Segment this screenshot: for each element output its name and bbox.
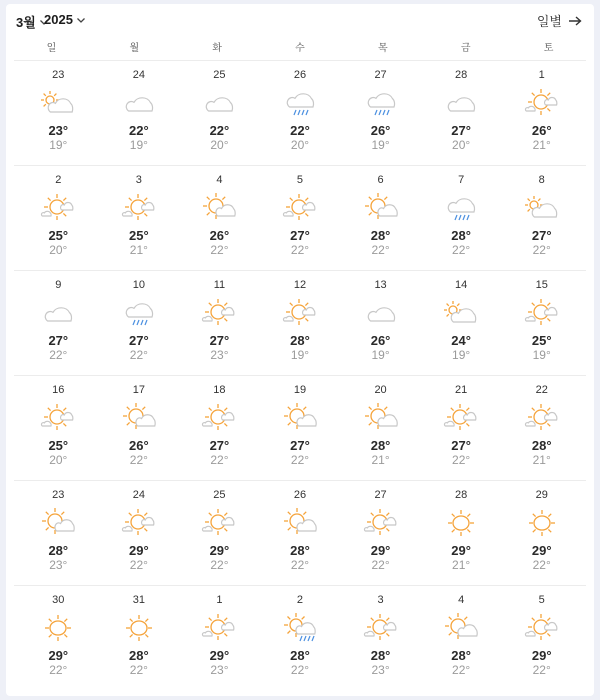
day-cell[interactable] (18, 481, 99, 585)
day-cell[interactable] (501, 376, 582, 480)
day-date: 27 (374, 69, 387, 81)
day-date: 14 (455, 279, 468, 291)
day-cell[interactable] (18, 166, 99, 270)
rain-icon (439, 192, 483, 224)
sun-small-clouds-icon (520, 612, 564, 644)
day-cell[interactable] (340, 376, 421, 480)
day-date: 28 (455, 489, 468, 501)
day-date: 5 (538, 594, 545, 606)
low-temp: 22° (129, 453, 148, 467)
day-cell[interactable] (260, 586, 341, 690)
sun-behind-cloud-icon (520, 192, 564, 224)
high-temp: 22° (209, 123, 230, 138)
day-date: 15 (535, 279, 548, 291)
sun-small-clouds-icon (117, 192, 161, 224)
low-temp: 21° (129, 243, 148, 257)
low-temp: 20° (452, 138, 471, 152)
high-temp: 26° (531, 123, 552, 138)
low-temp: 22° (532, 663, 551, 677)
day-date: 11 (213, 279, 226, 291)
day-cell[interactable] (421, 166, 502, 270)
cloud-icon (36, 297, 80, 329)
low-temp: 22° (290, 243, 310, 257)
weekday-label: 토 (543, 43, 554, 54)
sun-rain-icon (278, 612, 322, 644)
high-temp: 24° (451, 333, 471, 348)
high-temp: 27° (209, 438, 230, 453)
high-temp: 25° (129, 228, 149, 243)
high-temp: 27° (129, 333, 149, 348)
high-temp: 29° (451, 543, 471, 558)
low-temp: 22° (129, 663, 148, 677)
day-cell[interactable] (99, 376, 180, 480)
sun-small-clouds-icon (278, 297, 322, 329)
day-cell[interactable] (501, 166, 582, 270)
day-date: 31 (132, 594, 145, 606)
day-cell[interactable] (179, 166, 260, 270)
sun-behind-cloud-icon (36, 87, 80, 119)
sun-small-clouds-icon (520, 297, 564, 329)
sun-small-clouds-icon (359, 507, 403, 539)
day-cell[interactable] (99, 481, 180, 585)
high-temp: 27° (531, 228, 552, 243)
sun-small-clouds-icon (197, 612, 241, 644)
day-date: 5 (296, 174, 304, 186)
sun-small-clouds-icon (439, 402, 483, 434)
day-cell[interactable] (421, 61, 502, 165)
low-temp: 21° (532, 138, 551, 152)
day-date: 17 (132, 384, 145, 396)
day-cell[interactable] (421, 271, 502, 375)
sun-cloud-icon (439, 612, 483, 644)
high-temp: 29° (531, 648, 552, 663)
day-date: 6 (377, 174, 384, 186)
day-cell[interactable] (421, 586, 502, 690)
low-temp: 20° (290, 138, 310, 152)
low-temp: 20° (210, 138, 229, 152)
low-temp: 20° (49, 453, 68, 467)
low-temp: 21° (371, 453, 390, 467)
weekday-label: 일 (46, 43, 57, 54)
weekday-label: 수 (295, 43, 305, 54)
low-temp: 22° (532, 243, 551, 257)
day-date: 8 (538, 174, 545, 186)
cloud-icon (439, 87, 483, 119)
day-cell[interactable] (18, 61, 99, 165)
low-temp: 21° (452, 558, 471, 572)
day-cell[interactable] (501, 61, 582, 165)
week-row (14, 585, 586, 690)
high-temp: 22° (129, 123, 149, 138)
low-temp: 22° (371, 243, 390, 257)
day-cell[interactable] (260, 376, 341, 480)
day-cell[interactable] (18, 586, 99, 690)
sun-icon (117, 612, 161, 644)
day-date: 24 (132, 69, 145, 81)
low-temp: 23° (371, 663, 390, 677)
day-date: 9 (55, 279, 62, 291)
high-temp: 28° (290, 648, 310, 663)
day-date: 3 (377, 594, 384, 606)
day-date: 3 (135, 174, 142, 186)
low-temp: 19° (371, 138, 390, 152)
high-temp: 25° (48, 438, 69, 453)
day-cell[interactable] (99, 166, 180, 270)
calendar-grid (6, 60, 594, 690)
low-temp: 22° (290, 453, 310, 467)
cloud-icon (117, 87, 161, 119)
day-date: 23 (52, 489, 65, 501)
low-temp: 20° (49, 243, 68, 257)
day-date: 22 (535, 384, 548, 396)
high-temp: 29° (209, 543, 230, 558)
low-temp: 23° (49, 558, 68, 572)
weekday-label: 목 (378, 43, 388, 54)
sun-cloud-icon (117, 402, 161, 434)
week-row (14, 165, 586, 270)
calendar-header (6, 4, 594, 34)
day-date: 10 (132, 279, 145, 291)
sun-cloud-icon (36, 507, 80, 539)
high-temp: 26° (370, 333, 391, 348)
high-temp: 26° (209, 228, 230, 243)
week-row (14, 480, 586, 585)
day-cell[interactable] (340, 271, 421, 375)
cloud-icon (359, 297, 403, 329)
sun-small-clouds-icon (278, 192, 322, 224)
sun-small-clouds-icon (359, 612, 403, 644)
low-temp: 22° (290, 558, 310, 572)
sun-small-clouds-icon (520, 402, 564, 434)
rain-icon (359, 87, 403, 119)
high-temp: 28° (290, 333, 310, 348)
high-temp: 28° (531, 438, 552, 453)
day-cell[interactable] (501, 271, 582, 375)
high-temp: 27° (451, 123, 471, 138)
sun-small-clouds-icon (36, 192, 80, 224)
day-cell[interactable] (260, 481, 341, 585)
day-date: 24 (132, 489, 145, 501)
day-cell[interactable] (99, 586, 180, 690)
high-temp: 29° (209, 648, 230, 663)
day-cell[interactable] (18, 271, 99, 375)
high-temp: 27° (290, 228, 310, 243)
day-date: 1 (538, 69, 545, 81)
arrow-right-icon (568, 16, 582, 26)
high-temp: 28° (451, 228, 471, 243)
low-temp: 22° (210, 243, 229, 257)
low-temp: 23° (210, 663, 229, 677)
daily-view-label: 일별 (536, 14, 562, 29)
day-date: 2 (296, 594, 304, 606)
low-temp: 22° (129, 348, 148, 362)
day-cell[interactable] (340, 481, 421, 585)
high-temp: 28° (370, 438, 391, 453)
day-cell[interactable] (421, 481, 502, 585)
day-cell[interactable] (179, 481, 260, 585)
sun-cloud-icon (278, 507, 322, 539)
low-temp: 21° (532, 453, 551, 467)
low-temp: 22° (210, 453, 229, 467)
year-label: 2025 (44, 12, 73, 27)
low-temp: 19° (290, 348, 310, 362)
low-temp: 19° (532, 348, 551, 362)
sun-cloud-icon (359, 402, 403, 434)
low-temp: 22° (210, 558, 229, 572)
day-cell[interactable] (501, 481, 582, 585)
sun-icon (520, 507, 564, 539)
low-temp: 19° (49, 138, 68, 152)
day-date: 20 (374, 384, 387, 396)
high-temp: 27° (451, 438, 471, 453)
high-temp: 22° (290, 123, 310, 138)
chevron-down-icon (76, 15, 86, 25)
high-temp: 28° (129, 648, 149, 663)
day-cell[interactable] (179, 376, 260, 480)
week-row (14, 270, 586, 375)
day-date: 2 (55, 174, 62, 186)
day-date: 7 (458, 174, 465, 186)
high-temp: 28° (370, 648, 391, 663)
low-temp: 22° (129, 558, 148, 572)
day-cell[interactable] (179, 586, 260, 690)
day-cell[interactable] (421, 376, 502, 480)
monthly-weather-calendar (6, 4, 594, 696)
low-temp: 19° (129, 138, 148, 152)
high-temp: 25° (531, 333, 552, 348)
day-cell[interactable] (260, 166, 341, 270)
day-date: 23 (52, 69, 65, 81)
high-temp: 27° (209, 333, 230, 348)
high-temp: 28° (48, 543, 69, 558)
low-temp: 22° (532, 558, 551, 572)
day-date: 25 (213, 69, 226, 81)
day-date: 13 (374, 279, 387, 291)
sun-small-clouds-icon (197, 297, 241, 329)
rain-icon (278, 87, 322, 119)
day-date: 25 (213, 489, 226, 501)
weekday-label: 월 (129, 43, 140, 54)
high-temp: 28° (290, 543, 310, 558)
day-date: 1 (216, 594, 223, 606)
high-temp: 29° (48, 648, 69, 663)
day-cell[interactable] (99, 271, 180, 375)
high-temp: 28° (370, 228, 391, 243)
day-cell[interactable] (340, 166, 421, 270)
high-temp: 28° (451, 648, 471, 663)
high-temp: 25° (48, 228, 69, 243)
day-date: 26 (293, 69, 307, 81)
cloud-icon (197, 87, 241, 119)
sun-icon (439, 507, 483, 539)
day-cell[interactable] (18, 376, 99, 480)
day-date: 16 (52, 384, 65, 396)
day-cell[interactable] (179, 271, 260, 375)
high-temp: 27° (48, 333, 69, 348)
high-temp: 29° (129, 543, 149, 558)
low-temp: 22° (371, 558, 390, 572)
day-date: 12 (293, 279, 307, 291)
day-date: 4 (458, 594, 465, 606)
low-temp: 22° (290, 663, 310, 677)
sun-icon (36, 612, 80, 644)
weekday-header-row (6, 36, 594, 58)
sun-behind-cloud-icon (439, 297, 483, 329)
weekday-label: 화 (212, 43, 222, 54)
day-date: 28 (455, 69, 468, 81)
daily-view-link[interactable] (537, 11, 582, 30)
day-cell[interactable] (501, 586, 582, 690)
low-temp: 22° (49, 348, 68, 362)
day-date: 26 (293, 489, 307, 501)
week-row (14, 60, 586, 165)
day-cell[interactable] (260, 271, 341, 375)
sun-small-clouds-icon (520, 87, 564, 119)
day-cell[interactable] (260, 61, 341, 165)
rain-icon (117, 297, 161, 329)
sun-small-clouds-icon (36, 402, 80, 434)
high-temp: 26° (129, 438, 149, 453)
month-label: 3월 (16, 15, 36, 30)
high-temp: 26° (370, 123, 391, 138)
sun-small-clouds-icon (197, 402, 241, 434)
low-temp: 19° (452, 348, 471, 362)
day-date: 19 (293, 384, 307, 396)
day-date: 30 (52, 594, 65, 606)
weekday-label: 금 (460, 43, 471, 54)
high-temp: 27° (290, 438, 310, 453)
day-date: 29 (535, 489, 548, 501)
sun-cloud-icon (278, 402, 322, 434)
low-temp: 22° (452, 453, 471, 467)
day-cell[interactable] (340, 61, 421, 165)
day-date: 4 (216, 174, 223, 186)
day-cell[interactable] (340, 586, 421, 690)
sun-small-clouds-icon (197, 507, 241, 539)
day-cell[interactable] (99, 61, 180, 165)
week-row (14, 375, 586, 480)
day-cell[interactable] (179, 61, 260, 165)
day-date: 27 (374, 489, 387, 501)
year-selector[interactable] (44, 12, 86, 27)
sun-cloud-icon (197, 192, 241, 224)
sun-cloud-icon (359, 192, 403, 224)
low-temp: 22° (452, 243, 471, 257)
high-temp: 29° (370, 543, 391, 558)
day-date: 18 (213, 384, 226, 396)
high-temp: 23° (48, 123, 69, 138)
low-temp: 22° (452, 663, 471, 677)
sun-small-clouds-icon (117, 507, 161, 539)
high-temp: 29° (531, 543, 552, 558)
low-temp: 22° (49, 663, 68, 677)
low-temp: 23° (210, 348, 229, 362)
day-date: 21 (455, 384, 468, 396)
low-temp: 19° (371, 348, 390, 362)
